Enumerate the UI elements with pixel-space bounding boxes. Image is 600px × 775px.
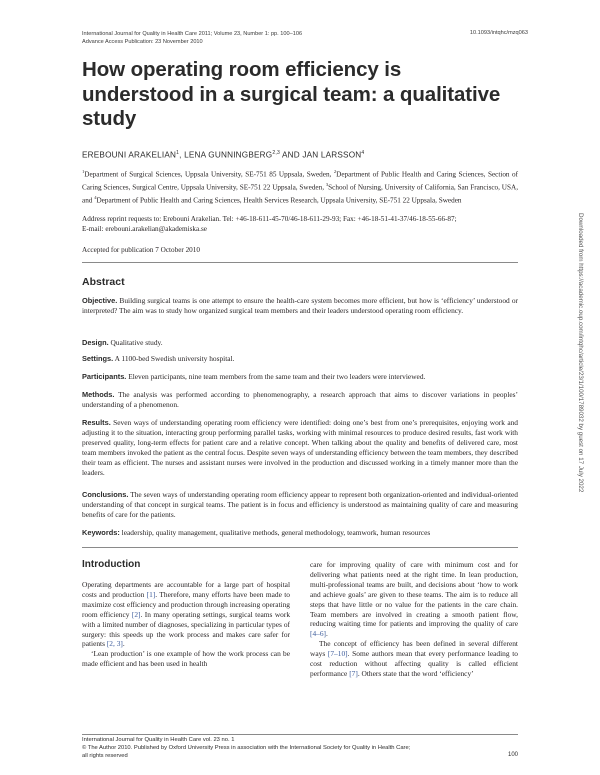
paragraph-text: care for improving quality of care with minimum cost and for delivering what patients need at the right time. In lean production, multi-professional teams are built, and decisions about ‘how to work and achieve goals’ are given to these teams. The aim is to reduce all steps that have little or no value for the patients in the care chain. Team members are involved in creating a smooth patient flow, reducing waiting time for patients and improving the quality of care bbox=[310, 560, 518, 629]
body-column-left bbox=[82, 580, 290, 669]
reference-link[interactable]: [2, 3] bbox=[106, 639, 123, 649]
article-title: How operating room efficiency is understood in a surgical team: a qualitative study bbox=[82, 58, 501, 130]
conclusions-label: Conclusions. bbox=[82, 490, 129, 499]
affiliation-text: Department of Public Health and Caring Sciences, Health Services Research, Uppsala University, SE-751 22 Uppsala, Sweden bbox=[96, 196, 462, 205]
affiliation-mark: 1 bbox=[82, 169, 85, 174]
correspondence-address bbox=[82, 215, 518, 235]
body-column-right bbox=[310, 560, 518, 679]
results-text: Seven ways of understanding operating room efficiency were identified: doing one’s best from one’s prerequisites, enjoying work and adjusting it to the situation, interacting group performing parallel tasks, working with minimal resources to produce desired results, fast work with preserved quality, long-term effects for patient care and a relative concept. When talking about the quality and benefits of delivered care, most team members invoked the patient as the central focus. Despite seven ways of understanding efficiency between the team members, they described their team as efficient. The nurses and assistant nurses were involved in the production and discussed working in a timely manner more than the leaders. bbox=[82, 418, 518, 477]
abstract-design bbox=[82, 338, 518, 348]
paragraph-text: . Therefore, many efforts have been made to maximize cost efficiency and production through increasing operating room efficiency bbox=[82, 589, 291, 619]
reference-link[interactable]: [4–6] bbox=[310, 629, 327, 639]
paragraph-text: . In many operating settings, surgical teams work with a limited number of diagnoses, specializing in particular types of surgery: this speeds up the work process and makes care safer for patients bbox=[82, 609, 291, 649]
affiliation-text: School of Nursing, University of California, San Francisco, USA, and bbox=[82, 183, 518, 205]
results-label: Results. bbox=[82, 418, 111, 427]
intro-paragraph bbox=[82, 580, 290, 649]
settings-label: Settings. bbox=[82, 354, 114, 363]
reference-link[interactable]: [2] bbox=[131, 609, 141, 619]
footer-copyright: © The Author 2010. Published by Oxford University Press in association with the International Society for Quality in Health Care; bbox=[82, 745, 411, 752]
settings-text: A 1100-bed Swedish university hospital. bbox=[113, 354, 235, 363]
design-text: Qualitative study. bbox=[108, 338, 163, 347]
intro-paragraph bbox=[310, 560, 518, 639]
reprint-request: Address reprint requests to: Erebouni Arakelian. Tel: +46-18-611-45-70/46-18-611-29-93; Fax: +46-18-51-41-37/46-18-55-66-87; bbox=[82, 215, 457, 223]
author-name[interactable]: AND JAN LARSSON bbox=[279, 150, 362, 160]
download-notice: Downloaded from https://academic.oup.com/intqhc/article/23/1/100/1789032 by guest on 17 July 2022 bbox=[577, 213, 584, 493]
methods-label: Methods. bbox=[82, 390, 115, 399]
divider bbox=[82, 262, 518, 263]
objective-label: Objective. bbox=[82, 296, 118, 305]
author-affiliation-mark: 1 bbox=[176, 150, 180, 156]
paragraph-text: . Some authors mean that every performance leading to cost reduction without affecting quality is called efficient performance bbox=[310, 649, 518, 678]
affiliation-mark: 4 bbox=[94, 195, 97, 201]
keywords-text: leadership, quality management, qualitative methods, general methodology, teamwork, human resources bbox=[119, 528, 431, 537]
author-affiliation-mark: 2,3 bbox=[272, 150, 280, 156]
intro-paragraph bbox=[310, 639, 518, 679]
footer-rights: all rights reserved bbox=[82, 753, 128, 760]
footer-journal: International Journal for Quality in Health Care vol. 23 no. 1 bbox=[82, 737, 235, 743]
page-number: 100 bbox=[507, 752, 518, 758]
footer-divider bbox=[82, 734, 518, 735]
affiliation-text: Department of Public Health and Caring Sciences, Section of Caring Sciences, Surgical Centre, Uppsala University, SE-751 22 Uppsala, Sweden, bbox=[82, 170, 518, 192]
author-list bbox=[82, 150, 364, 160]
journal-header bbox=[82, 30, 302, 47]
paragraph-text: The concept of efficiency has been defined in several different ways bbox=[310, 639, 518, 659]
affiliation-mark: 3 bbox=[325, 182, 329, 188]
affiliation-mark: 2 bbox=[333, 169, 337, 174]
introduction-heading: Introduction bbox=[82, 559, 141, 570]
abstract-participants bbox=[82, 372, 518, 382]
affiliations bbox=[82, 167, 518, 207]
author-name[interactable]: EREBOUNI ARAKELIAN bbox=[82, 150, 177, 160]
doi-link[interactable]: 10.1093/intqhc/mzq063 bbox=[469, 30, 528, 36]
affiliation-text: Department of Surgical Sciences, Uppsala University, SE-751 85 Uppsala, Sweden, bbox=[84, 170, 334, 179]
reference-link[interactable]: [7–10] bbox=[327, 649, 348, 659]
page-footer bbox=[82, 736, 518, 761]
objective-text: Building surgical teams is one attempt to ensure the health-care system becomes more efficient, but how is ‘efficiency’ understood or interpreted? The aim was to study how organized surgical team members and their leaders understood operating room efficiency. bbox=[82, 296, 518, 315]
paragraph-text: . Others state that the word ‘efficiency’ bbox=[357, 668, 474, 678]
paragraph-text: Operating departments are accountable for a large part of hospital costs and production bbox=[82, 580, 290, 599]
abstract-conclusions bbox=[82, 490, 518, 520]
accepted-date: Accepted for publication 7 October 2010 bbox=[82, 246, 200, 254]
design-label: Design. bbox=[82, 338, 109, 347]
intro-paragraph: ‘Lean production’ is one example of how the work process can be made efficient and has been used in health bbox=[82, 649, 290, 669]
author-affiliation-mark: 4 bbox=[361, 150, 365, 156]
corresponding-email[interactable]: E-mail: erebouni.arakelian@akademiska.se bbox=[82, 224, 207, 233]
abstract-settings bbox=[82, 354, 518, 364]
paragraph-text: . bbox=[122, 639, 125, 649]
abstract-heading: Abstract bbox=[82, 276, 125, 288]
advance-access-date: Advance Access Publication: 23 November 2010 bbox=[82, 39, 203, 46]
participants-text: Eleven participants, nine team members from the same team and their two leaders were interviewed. bbox=[126, 372, 426, 381]
paragraph-text: . bbox=[326, 629, 328, 639]
divider bbox=[82, 547, 518, 548]
reference-link[interactable]: [1] bbox=[146, 589, 156, 599]
participants-label: Participants. bbox=[82, 372, 127, 381]
keywords-label: Keywords: bbox=[82, 528, 120, 537]
abstract-results bbox=[82, 418, 518, 477]
abstract-methods bbox=[82, 390, 518, 410]
author-name[interactable]: , LENA GUNNINGBERG bbox=[179, 150, 273, 160]
reference-link[interactable]: [7] bbox=[349, 668, 358, 678]
abstract-keywords bbox=[82, 528, 518, 538]
methods-text: The analysis was performed according to phenomenography, a research approach that aims to discover variations in peoples’ understanding of a phenomenon. bbox=[82, 390, 518, 409]
journal-citation: International Journal for Quality in Health Care 2011; Volume 23, Number 1: pp. 100–106 bbox=[82, 31, 303, 37]
conclusions-text: The seven ways of understanding operating room efficiency appear to represent both organization-oriented and individual-oriented understanding of that concept in surgical teams. The patient is in focus and efficiency is understood as maintaining quality of care and measuring benefits of care for the patients. bbox=[82, 490, 518, 519]
abstract-objective bbox=[82, 296, 518, 316]
